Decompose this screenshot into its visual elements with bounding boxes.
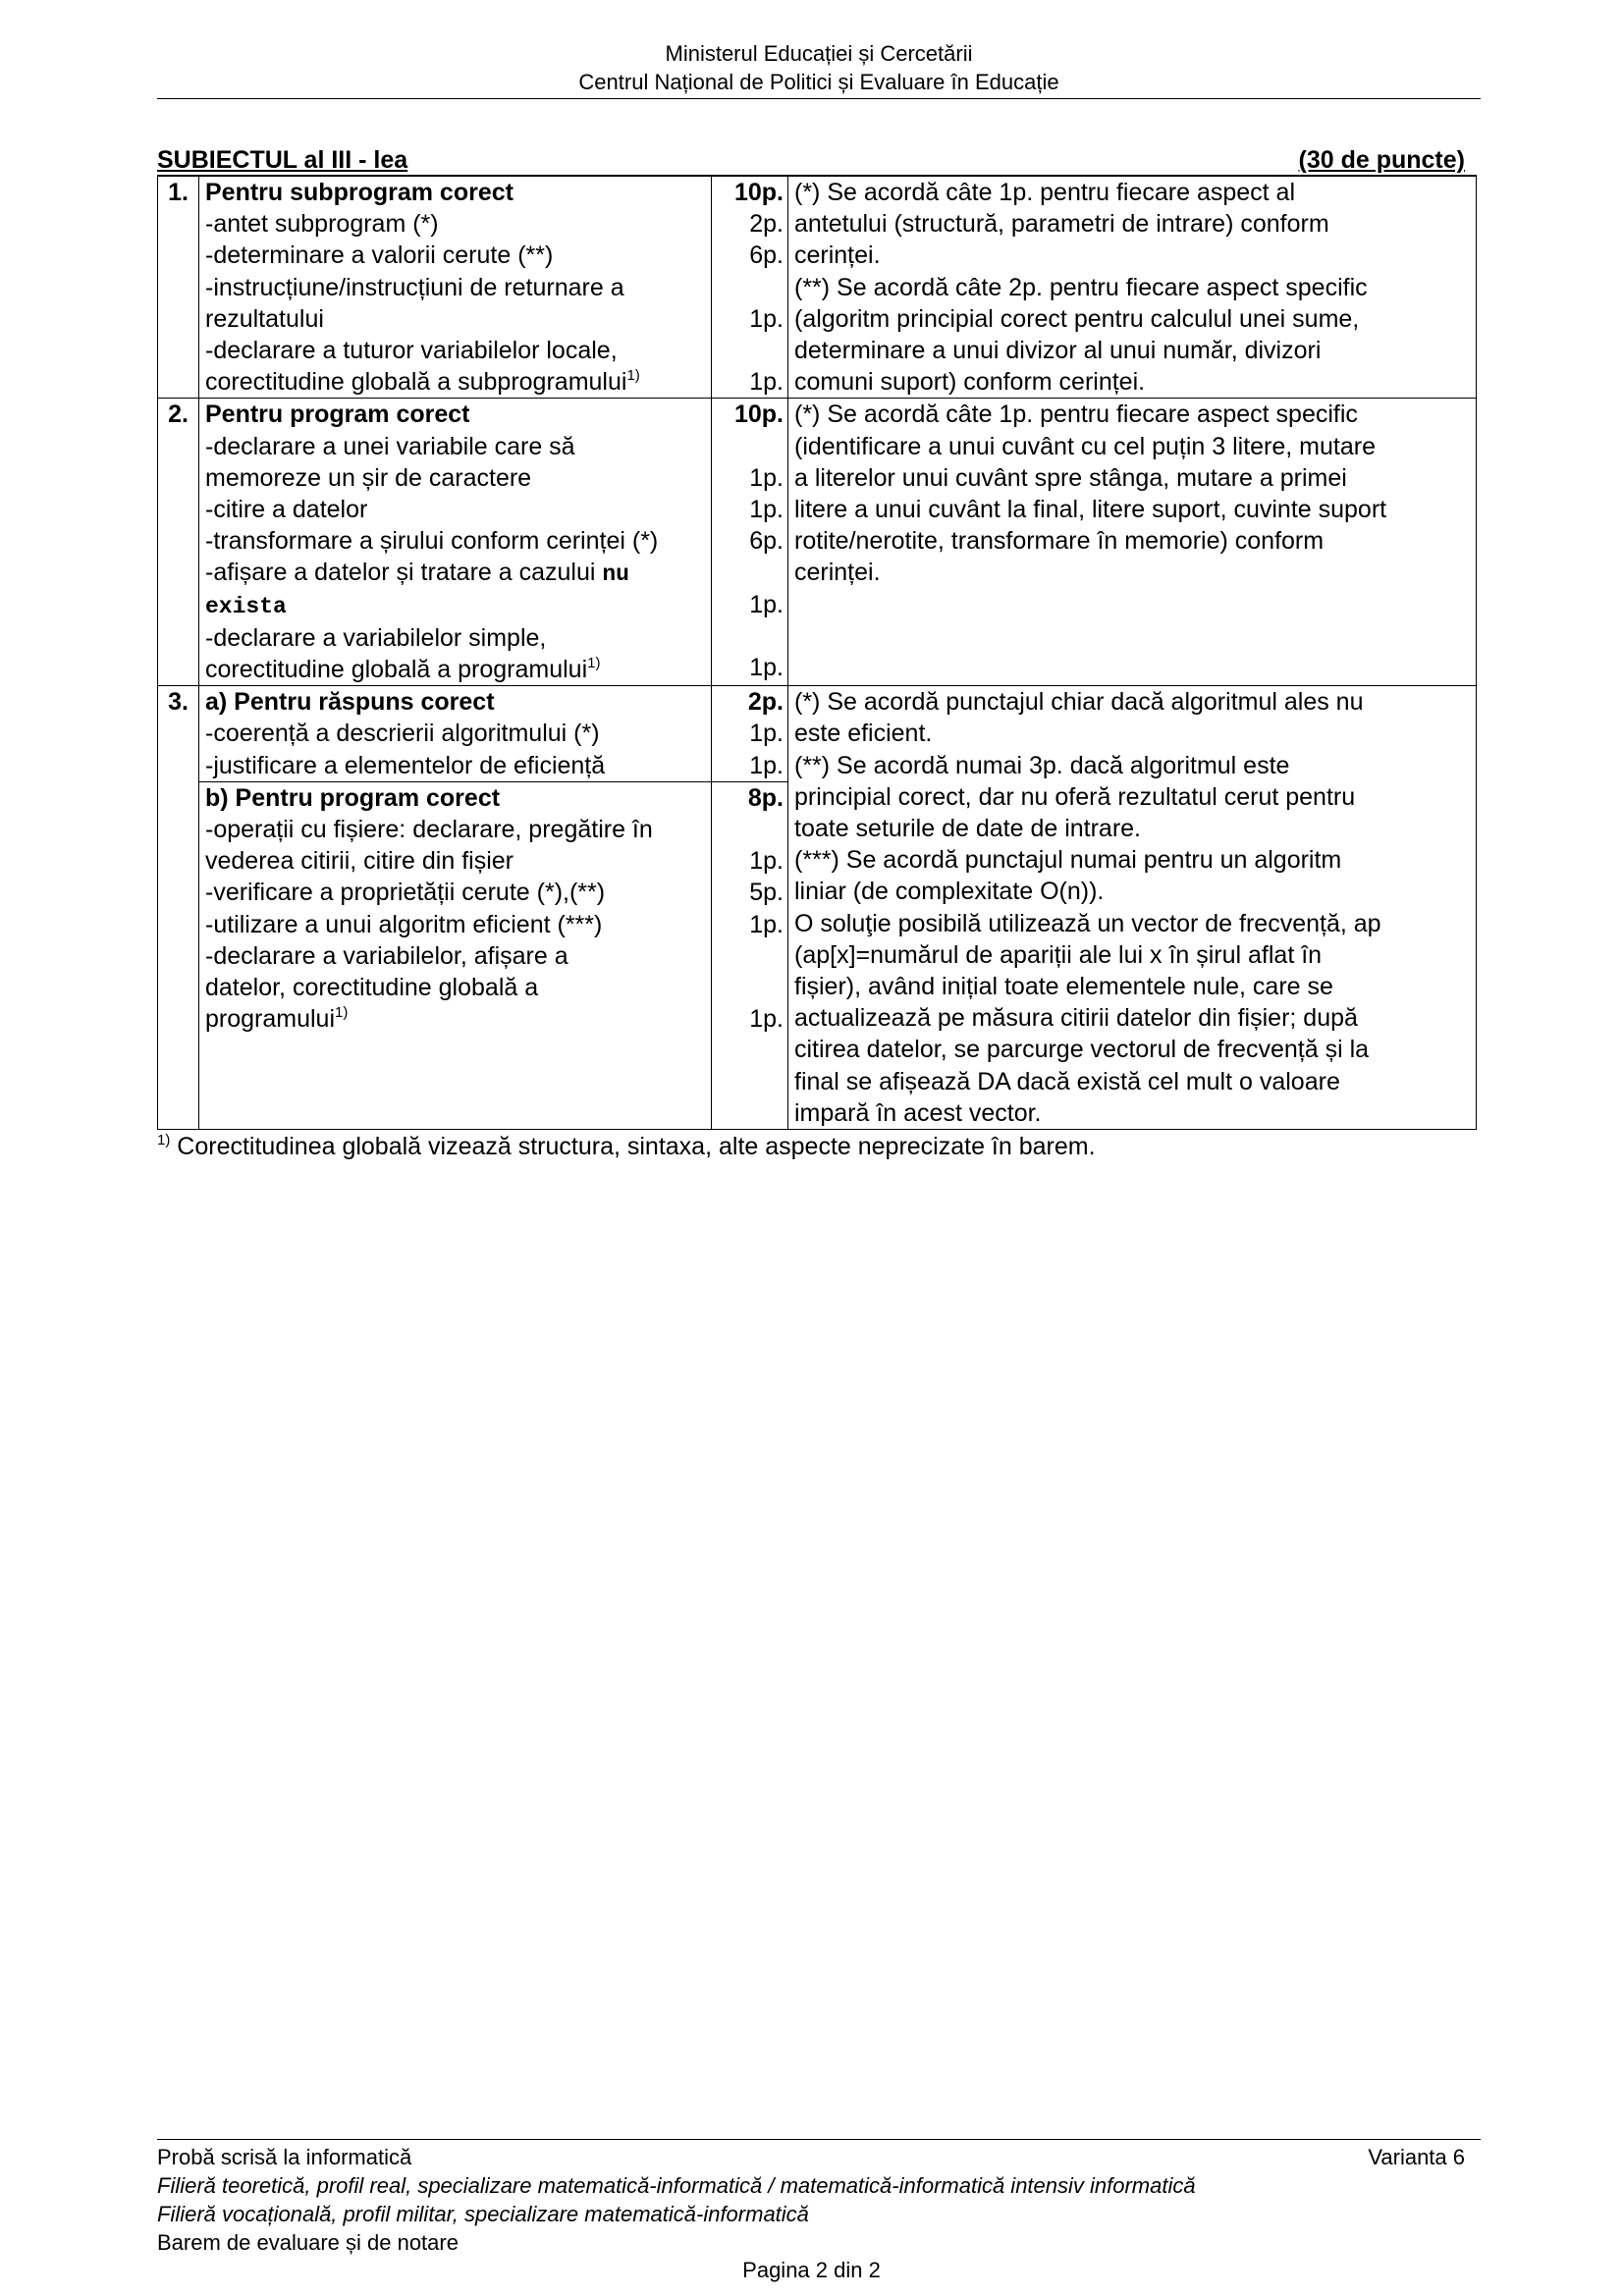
criterion: -operații cu fișiere: declarare, pregătire în bbox=[205, 816, 653, 844]
criterion: -justificare a elementelor de eficiență bbox=[205, 751, 606, 779]
code-keyword: exista bbox=[205, 593, 287, 619]
exam-name: Probă scrisă la informatică bbox=[157, 2145, 412, 2169]
note-line: liniar (de complexitate O(n)). bbox=[794, 878, 1105, 906]
criterion: memoreze un șir de caractere bbox=[205, 463, 532, 492]
note-line: toate seturile de date de intrare. bbox=[794, 815, 1142, 843]
points-value: 1p. bbox=[749, 496, 784, 524]
criterion: -coerență a descrierii algoritmului (*) bbox=[205, 720, 600, 748]
criterion-text: -afișare a datelor și tratare a cazului bbox=[205, 559, 596, 587]
points-value: 1p. bbox=[749, 654, 784, 682]
item-description bbox=[199, 399, 712, 686]
points-total: 2p. bbox=[747, 688, 784, 717]
note-line: citirea datelor, se parcurge vectorul de frecvență și la bbox=[794, 1036, 1370, 1064]
criterion: -declarare a unei variabile care să bbox=[205, 432, 575, 460]
global-footnote bbox=[157, 1131, 1096, 1162]
note-line: a literelor unui cuvânt spre stânga, mutare a primei bbox=[794, 463, 1347, 492]
item-notes bbox=[788, 399, 1477, 686]
footnote-ref: 1) bbox=[335, 1004, 349, 1022]
note-line: final se afișează DA dacă există cel mult o valoare bbox=[794, 1067, 1340, 1095]
criterion: -declarare a variabilelor, afișare a bbox=[205, 941, 568, 970]
points-value: 1p. bbox=[749, 590, 784, 618]
ministry-name: Ministerul Educației și Cercetării bbox=[665, 41, 973, 66]
page-number: Pagina 2 din 2 bbox=[742, 2258, 881, 2282]
note-line: este eficient. bbox=[794, 720, 933, 748]
note-line: fișier), având inițial toate elementele nule, care se bbox=[794, 973, 1333, 1001]
points-total: 8p. bbox=[711, 781, 787, 814]
page-footer bbox=[157, 2143, 1465, 2257]
criterion: rezultatului bbox=[205, 304, 324, 333]
note-line: litere a unui cuvânt la final, litere suport, cuvinte suport bbox=[794, 496, 1387, 524]
note-line: determinare a unui divizor al unui număr, divizori bbox=[794, 337, 1322, 365]
code-keyword: nu bbox=[602, 561, 629, 588]
points-total: 10p. bbox=[733, 400, 784, 429]
item-points bbox=[712, 399, 788, 686]
criterion bbox=[205, 654, 706, 685]
note-line: actualizează pe măsura citirii datelor din fișier; după bbox=[794, 1004, 1358, 1033]
item-notes bbox=[788, 686, 1477, 1130]
item-number: 2. bbox=[158, 399, 199, 686]
footnote-ref: 1) bbox=[626, 367, 640, 385]
item-description bbox=[199, 686, 712, 1130]
criterion: -declarare a variabilelor simple, bbox=[205, 623, 547, 652]
note-line: cerinței. bbox=[794, 241, 881, 270]
document-type: Barem de evaluare și de notare bbox=[157, 2230, 459, 2255]
item-title: Pentru program corect bbox=[205, 400, 470, 429]
footnote-text: Corectitudinea globală vizează structura, sintaxa, alte aspecte neprecizate în barem. bbox=[177, 1133, 1096, 1160]
criterion: -utilizare a unui algoritm eficient (***) bbox=[205, 910, 603, 938]
footnote-ref: 1) bbox=[587, 655, 601, 672]
item-number: 1. bbox=[158, 176, 199, 399]
note-line: (**) Se acordă numai 3p. dacă algoritmul este bbox=[794, 751, 1290, 779]
criterion: vederea citirii, citire din fișier bbox=[205, 847, 514, 876]
criterion-text: programului bbox=[205, 1005, 336, 1034]
points-value: 1p. bbox=[749, 910, 784, 938]
footer-rule bbox=[157, 2139, 1481, 2140]
points-total: 10p. bbox=[733, 179, 784, 206]
points-value: 1p. bbox=[749, 1005, 784, 1034]
note-line: (identificare a unui cuvânt cu cel puțin 3 litere, mutare bbox=[794, 432, 1376, 460]
criterion bbox=[205, 557, 706, 590]
footnote-marker: 1) bbox=[157, 1132, 171, 1148]
criterion: -antet subprogram (*) bbox=[205, 210, 439, 239]
item-description bbox=[199, 176, 712, 399]
criterion: -declarare a tuturor variabilelor locale, bbox=[205, 337, 618, 365]
grading-table bbox=[157, 175, 1477, 1130]
table-row-item-3 bbox=[158, 686, 1477, 1130]
criterion bbox=[205, 1003, 706, 1035]
track-line-2: Filieră vocațională, profil militar, specializare matematică-informatică bbox=[157, 2202, 809, 2226]
criterion: -verificare a proprietății cerute (*),(**) bbox=[205, 879, 606, 907]
item-title: Pentru subprogram corect bbox=[205, 179, 514, 206]
criterion: -instrucțiune/instrucțiuni de returnare a bbox=[205, 273, 624, 301]
points-value: 6p. bbox=[749, 527, 784, 556]
table-row-item-2 bbox=[158, 399, 1477, 686]
criterion: datelor, corectitudine globală a bbox=[205, 974, 539, 1002]
note-line: principial corect, dar nu oferă rezultatul cerut pentru bbox=[794, 782, 1356, 811]
variant-label: Varianta 6 bbox=[1368, 2145, 1465, 2169]
subject-points: (30 de puncte) bbox=[1298, 146, 1465, 174]
note-line: O soluţie posibilă utilizează un vector de frecvență, ap bbox=[794, 909, 1381, 937]
note-line: (algoritm principial corect pentru calculul unei sume, bbox=[794, 304, 1360, 333]
subject-title: SUBIECTUL al III - lea bbox=[157, 146, 408, 174]
item-points bbox=[712, 176, 788, 399]
points-value: 1p. bbox=[749, 368, 784, 397]
points-value: 1p. bbox=[749, 847, 784, 876]
table-row-item-1 bbox=[158, 176, 1477, 399]
subject-heading bbox=[157, 145, 1465, 176]
note-line: cerinței. bbox=[794, 559, 881, 587]
criterion: -citire a datelor bbox=[205, 496, 368, 524]
note-line: (*) Se acordă câte 1p. pentru fiecare aspect specific bbox=[794, 400, 1358, 429]
criterion-text: corectitudine globală a programului bbox=[205, 656, 588, 684]
item-points bbox=[712, 686, 788, 1130]
track-line-1: Filieră teoretică, profil real, specializare matematică-informatică / matematică-informatică intensiv informatică bbox=[157, 2173, 1196, 2198]
note-line: (***) Se acordă punctajul numai pentru un algoritm bbox=[794, 846, 1342, 875]
points-value: 1p. bbox=[749, 463, 784, 492]
center-name: Centrul Național de Politici și Evaluare în Educație bbox=[578, 70, 1059, 94]
item-notes bbox=[788, 176, 1477, 399]
points-value: 2p. bbox=[749, 210, 784, 239]
criterion bbox=[205, 366, 706, 398]
points-value: 1p. bbox=[749, 720, 784, 748]
points-value: 1p. bbox=[749, 751, 784, 779]
criterion: -determinare a valorii cerute (**) bbox=[205, 241, 554, 270]
header-rule bbox=[157, 98, 1481, 99]
note-line: (*) Se acordă câte 1p. pentru fiecare aspect al bbox=[794, 179, 1296, 206]
note-line: (ap[x]=numărul de apariții ale lui x în șirul aflat în bbox=[794, 940, 1323, 969]
criterion-text: corectitudine globală a subprogramului bbox=[205, 368, 627, 397]
note-line: antetului (structură, parametri de intrare) conform bbox=[794, 210, 1329, 239]
points-value: 6p. bbox=[749, 241, 784, 270]
criterion: -transformare a șirului conform cerinței (*) bbox=[205, 527, 659, 556]
points-value: 5p. bbox=[749, 879, 784, 907]
note-line: impară în acest vector. bbox=[794, 1098, 1042, 1127]
page-header bbox=[157, 39, 1481, 96]
item-title: a) Pentru răspuns corect bbox=[205, 688, 495, 717]
note-line: rotite/nerotite, transformare în memorie) conform bbox=[794, 527, 1325, 556]
note-line: comuni suport) conform cerinței. bbox=[794, 368, 1146, 397]
note-line: (**) Se acordă câte 2p. pentru fiecare aspect specific bbox=[794, 273, 1368, 301]
points-value: 1p. bbox=[749, 304, 784, 333]
item-number: 3. bbox=[158, 686, 199, 1130]
note-line: (*) Se acordă punctajul chiar dacă algoritmul ales nu bbox=[794, 688, 1364, 717]
item-title: b) Pentru program corect bbox=[199, 781, 711, 814]
